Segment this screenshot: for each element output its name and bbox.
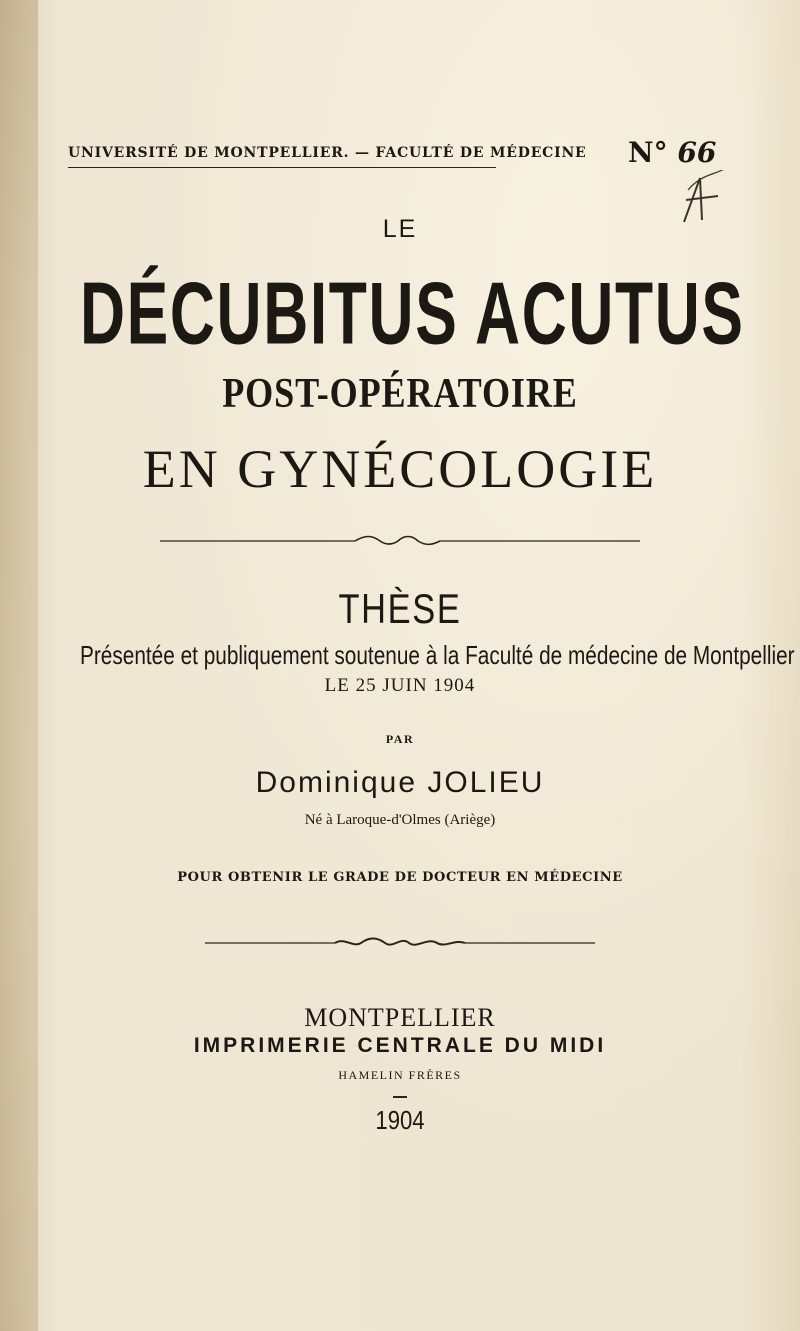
author-name: Dominique JOLIEU <box>255 766 545 799</box>
binding-edge-stain <box>0 0 38 1331</box>
institution-header: UNIVERSITÉ DE MONTPELLIER. — FACULTÉ DE MÉDECINE <box>68 145 587 161</box>
title-line-2: POST-OPÉRATOIRE <box>222 371 578 417</box>
presentation-line: Présentée et publiquement soutenue à la Faculté de médecine de Montpellier <box>80 640 795 670</box>
main-title: DÉCUBITUS ACUTUS <box>80 263 745 363</box>
degree-purpose: POUR OBTENIR LE GRADE DE DOCTEUR EN MÉDECINE <box>177 870 623 885</box>
imprint-printer: IMPRIMERIE CENTRALE DU MIDI <box>193 1034 607 1057</box>
thesis-label: THÈSE <box>338 585 462 632</box>
number-value: 66 <box>677 136 717 169</box>
imprint-year: 1904 <box>375 1105 425 1135</box>
title-line-3: EN GYNÉCOLOGIE <box>142 439 658 499</box>
ornament-divider-icon <box>160 533 640 547</box>
imprint-city: MONTPELLIER <box>304 1003 496 1032</box>
title-article: LE <box>382 215 418 243</box>
by-label: PAR <box>385 732 415 746</box>
catalog-number <box>628 136 716 169</box>
year-rule <box>393 1096 407 1098</box>
number-label: N° <box>628 136 668 169</box>
imprint-publisher: HAMELIN FRÈRES <box>338 1068 462 1082</box>
defense-date: LE 25 JUIN 1904 <box>324 675 476 696</box>
header-rule <box>68 167 496 168</box>
ornament-divider-2-icon <box>205 934 595 950</box>
author-birthplace: Né à Laroque-d'Olmes (Ariège) <box>304 812 496 828</box>
